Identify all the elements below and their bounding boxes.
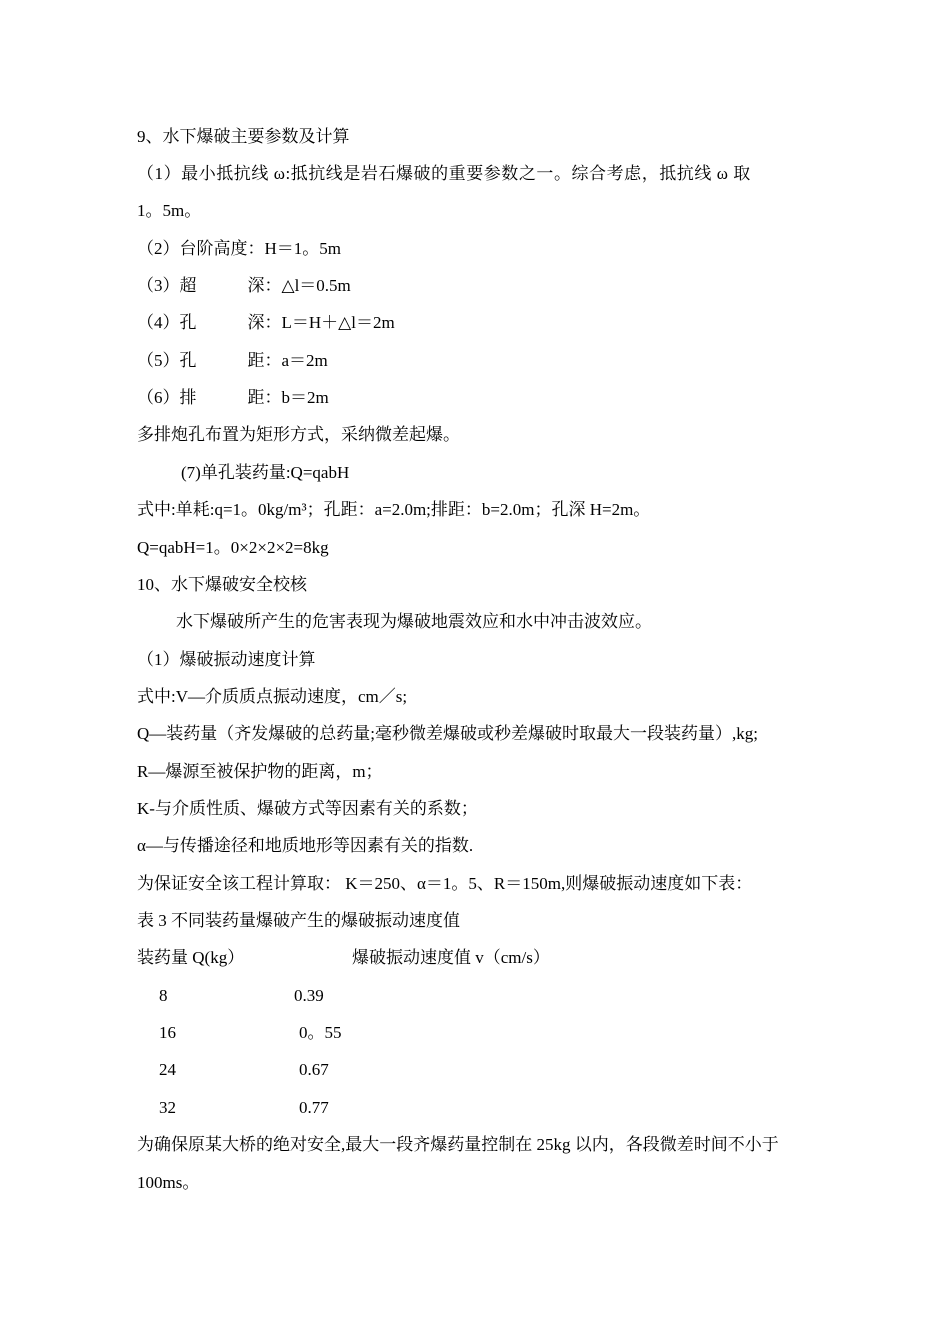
paragraph-line: 100ms。 bbox=[137, 1173, 200, 1192]
param-line: （3）超 深：△l＝0.5m bbox=[137, 276, 351, 295]
definition-line: K-与介质性质、爆破方式等因素有关的系数； bbox=[137, 799, 478, 818]
param-line: (7)单孔装药量:Q=qabH bbox=[181, 463, 350, 482]
paragraph-line: 水下爆破所产生的危害表现为爆破地震效应和水中冲击波效应。 bbox=[176, 612, 652, 631]
param-line: （5）孔 距：a＝2m bbox=[137, 351, 328, 370]
paragraph-line: 多排炮孔布置为矩形方式，采纳微差起爆。 bbox=[137, 425, 460, 444]
table-cell-q: 16 bbox=[159, 1023, 176, 1042]
definition-line: Q—装药量（齐发爆破的总药量;毫秒微差爆破或秒差爆破时取最大一段装药量）,kg; bbox=[137, 724, 758, 743]
table-header-v: 爆破振动速度值 v（cm/s） bbox=[352, 948, 550, 967]
paragraph-line: （1）最小抵抗线 ω:抵抗线是岩石爆破的重要参数之一。综合考虑，抵抗线 ω 取 bbox=[137, 164, 751, 183]
param-line: （6）排 距：b＝2m bbox=[137, 388, 329, 407]
section-heading-9: 9、水下爆破主要参数及计算 bbox=[137, 127, 350, 146]
table-cell-v: 0。55 bbox=[299, 1023, 342, 1042]
table-cell-q: 8 bbox=[159, 986, 168, 1005]
table-caption: 表 3 不同装药量爆破产生的爆破振动速度值 bbox=[137, 911, 460, 930]
section-heading-10: 10、水下爆破安全校核 bbox=[137, 575, 307, 594]
formula-line: Q=qabH=1。0×2×2×2=8kg bbox=[137, 538, 329, 557]
table-cell-q: 24 bbox=[159, 1060, 176, 1079]
table-cell-v: 0.39 bbox=[294, 986, 324, 1005]
subheading-line: （1）爆破振动速度计算 bbox=[137, 650, 316, 669]
definition-line: 式中:V—介质质点振动速度，cm／s; bbox=[137, 687, 408, 706]
param-line: （2）台阶高度：H＝1。5m bbox=[137, 239, 341, 258]
paragraph-line: 式中:单耗:q=1。0kg/m³；孔距：a=2.0m;排距：b=2.0m；孔深 H=2m。 bbox=[137, 500, 651, 519]
definition-line: R—爆源至被保护物的距离，m； bbox=[137, 762, 383, 781]
paragraph-line: 为保证安全该工程计算取： K＝250、α＝1。5、R＝150m,则爆破振动速度如下表： bbox=[137, 874, 753, 893]
paragraph-line: 为确保原某大桥的绝对安全,最大一段齐爆药量控制在 25kg 以内，各段微差时间不小于 bbox=[137, 1135, 779, 1154]
table-cell-v: 0.67 bbox=[299, 1060, 329, 1079]
paragraph-line: 1。5m。 bbox=[137, 201, 202, 220]
param-line: （4）孔 深：L＝H＋△l＝2m bbox=[137, 313, 395, 332]
table-cell-q: 32 bbox=[159, 1098, 176, 1117]
table-header-q: 装药量 Q(kg） bbox=[137, 948, 245, 967]
definition-line: α—与传播途径和地质地形等因素有关的指数. bbox=[137, 836, 474, 855]
table-cell-v: 0.77 bbox=[299, 1098, 329, 1117]
